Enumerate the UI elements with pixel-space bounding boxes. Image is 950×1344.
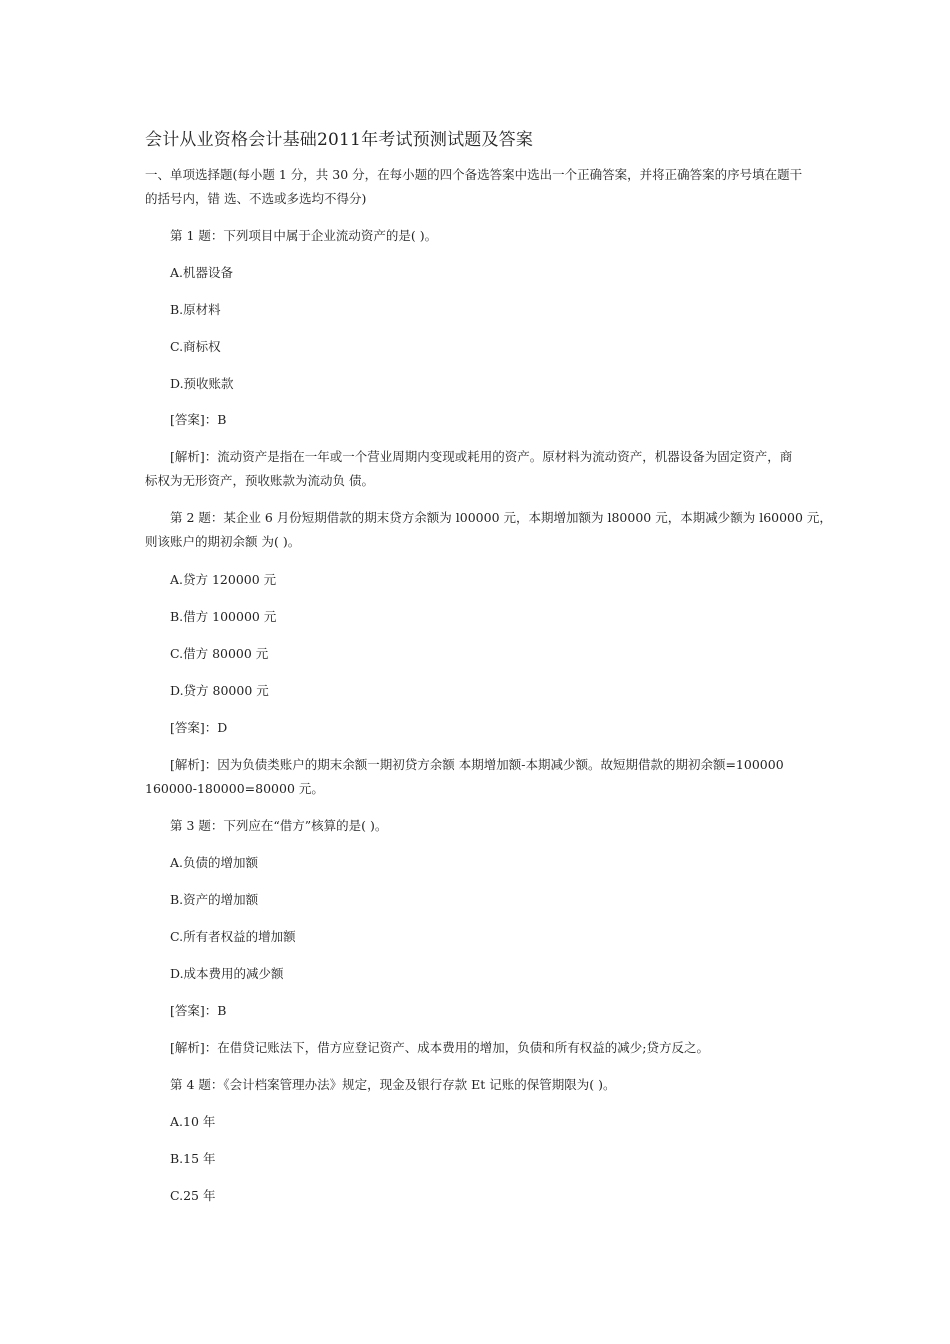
question-3-option-c: C.所有者权益的增加额 (170, 929, 296, 944)
question-4-option-c: C.25 年 (170, 1188, 216, 1203)
section-intro-line: 一、单项选择题(每小题 1 分，共 30 分，在每小题的四个备选答案中选出一个正确答案，并将正确答案的序号填在题干 (145, 167, 803, 182)
question-2-analysis (145, 753, 815, 801)
section-intro-line: 的括号内，错 选、不选或多选均不得分) (145, 191, 367, 206)
question-1-option-d: D.预收账款 (170, 376, 234, 391)
question-1-analysis (145, 445, 815, 493)
question-1-answer: [答案]：B (170, 412, 227, 427)
question-3-option-a: A.负债的增加额 (170, 855, 259, 870)
question-3-answer: [答案]：B (170, 1003, 227, 1018)
stem-line: 则该账户的期初余额 为( )。 (145, 534, 301, 549)
analysis-line: 标权为无形资产，预收账款为流动负 债。 (145, 473, 374, 488)
analysis-line: [解析]：因为负债类账户的期末余额一期初贷方余额 本期增加额-本期减少额。故短期借款的期初余额=100000 (170, 757, 784, 772)
question-2-option-c: C.借方 80000 元 (170, 646, 269, 661)
question-3-option-d: D.成本费用的减少额 (170, 966, 284, 981)
stem-line: 第 2 题：某企业 6 月份短期借款的期末贷方余额为 l00000 元，本期增加额为 l80000 元，本期减少额为 l60000 元， (170, 510, 832, 525)
question-3-analysis: [解析]：在借贷记账法下，借方应登记资产、成本费用的增加，负债和所有权益的减少;贷方反之。 (170, 1040, 709, 1055)
question-4-option-a: A.10 年 (170, 1114, 216, 1129)
question-2-option-d: D.贷方 80000 元 (170, 683, 269, 698)
question-2-answer: [答案]：D (170, 720, 228, 735)
question-1-option-c: C.商标权 (170, 339, 221, 354)
section-intro (145, 163, 815, 211)
analysis-line: [解析]：流动资产是指在一年或一个营业周期内变现或耗用的资产。原材料为流动资产，机器设备为固定资产，商 (170, 449, 793, 464)
question-2-option-a: A.贷方 120000 元 (170, 572, 277, 587)
question-2-option-b: B.借方 100000 元 (170, 609, 277, 624)
question-3-option-b: B.资产的增加额 (170, 892, 259, 907)
question-4-option-b: B.15 年 (170, 1151, 216, 1166)
question-2-stem (145, 506, 832, 554)
question-1-option-a: A.机器设备 (170, 265, 234, 280)
question-4-stem: 第 4 题：《会计档案管理办法》规定，现金及银行存款 Et 记账的保管期限为( )。 (170, 1077, 616, 1092)
question-1-option-b: B.原材料 (170, 302, 221, 317)
document-title: 会计从业资格会计基础2011年考试预测试题及答案 (145, 130, 534, 150)
question-1-stem: 第 1 题：下列项目中属于企业流动资产的是( )。 (170, 228, 438, 243)
analysis-line: 160000-180000=80000 元。 (145, 781, 324, 796)
question-3-stem: 第 3 题：下列应在“借方”核算的是( )。 (170, 818, 388, 833)
